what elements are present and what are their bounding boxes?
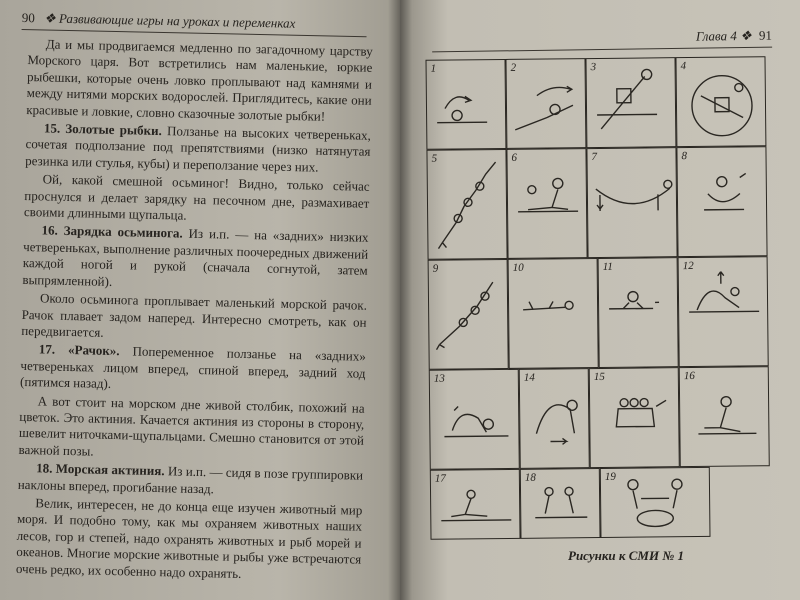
crawling-figure-icon xyxy=(430,370,521,471)
right-page-number: 91 xyxy=(758,27,773,43)
book-gutter xyxy=(388,0,412,600)
left-running-head xyxy=(22,10,367,37)
pair-figure-icon xyxy=(521,469,602,540)
figure-grid xyxy=(425,56,770,540)
paragraph: А вот стоит на морском дне живой столбик, похожий на цветок. Это актиния. Качается актиния из стороны в сторону, шевелит ниточками-щупальцами. Смешно становится от этой важной позы. xyxy=(18,392,365,459)
figure-caption: Рисунки к СМИ № 1 xyxy=(568,548,684,563)
circle-figure-icon xyxy=(676,57,767,148)
obstacle-figure-icon xyxy=(586,58,677,149)
figure-cell: 16 xyxy=(679,366,770,467)
paragraph: Да и мы продвигаемся медленно по загадочному царству Морского царя. Вот встретились нам маленькие, юркие рыбешки, которые очень ловко проплывают над камнями и между нитями морских водорослей. Приглядитесь, какие они красивые и ловкие, словно сказочные золотые рыбки! xyxy=(26,36,373,124)
paragraph: 17. «Рачок». Попеременное ползанье на «задних» четвереньках лицом вперед, спиной вперед, задний ход (пятимся назад). xyxy=(19,341,366,392)
exercise-title: 17. «Рачок». xyxy=(38,341,120,359)
ornament-icon: ❖ xyxy=(43,10,56,26)
lying-figure-icon xyxy=(599,258,680,369)
figure-cell: 18 xyxy=(520,468,601,539)
crawling-figure-icon xyxy=(507,59,588,150)
figure-cell: 5 xyxy=(426,149,507,260)
exercise-title: 15. Золотые рыбки. xyxy=(43,120,163,139)
bridge-figure-icon xyxy=(587,148,678,259)
paragraph: 16. Зарядка осьминога. Из и.п. — на «задних» низких четвереньках, выполнение различных поочередных движений каждой ногой и рукой (сначала согнутой, затем выпрямленной). xyxy=(22,222,369,289)
figure-cell: 3 xyxy=(585,57,676,148)
seated-figure-icon xyxy=(680,367,771,468)
exercise-title: 16. Зарядка осьминога. xyxy=(41,222,183,242)
figure-cell: 12 xyxy=(678,256,769,367)
crawling-figure-icon xyxy=(427,60,508,151)
seated-figure-icon xyxy=(431,470,522,541)
snake-figure-icon xyxy=(427,150,508,261)
figure-cell: 7 xyxy=(586,147,677,258)
figure-cell: 19 xyxy=(600,467,711,538)
figure-cell: 1 xyxy=(425,59,506,150)
figure-cell: 4 xyxy=(675,56,766,147)
figure-cell: 15 xyxy=(589,367,680,468)
seated-figure-icon xyxy=(677,147,768,258)
figure-cell: 11 xyxy=(598,257,679,368)
kneeling-figure-icon xyxy=(507,149,588,260)
paragraph: 18. Морская актиния. Из и.п. — сидя в позе группировки наклоны вперед, прогибание назад. xyxy=(17,460,364,496)
paragraph: Ой, какой смешной осьминог! Видно, только сейчас проснулся и делает зарядку на песочном дне, размахивает своими длинными щупальца. xyxy=(23,171,370,223)
figure-cell: 10 xyxy=(508,258,599,369)
ornament-icon: ❖ xyxy=(739,27,752,44)
paragraph: 15. Золотые рыбки. Ползанье на высоких четвереньках, сочетая подползание под препятствиями (низко натянутая резинка или стулья, кубы) и переползание через них. xyxy=(25,120,372,175)
figure-cell: 6 xyxy=(506,148,587,259)
figure-cell: 17 xyxy=(430,469,521,540)
arch-figure-icon xyxy=(520,369,591,470)
chapter-label: Глава 4 xyxy=(695,28,737,44)
figure-cell: 8 xyxy=(676,146,767,257)
figure-cell: 14 xyxy=(519,368,590,469)
paragraph: Велик, интересен, не до конца еще изучен животный мир моря. И подобно тому, как мы охраняем животных наших лесов, гор и степей, надо охранять животных и рыб морей и океанов. Многие морские животные и рыбы уже встречаются очень редко, их особенно надо охранять. xyxy=(15,495,363,581)
figure-cell: 2 xyxy=(505,58,586,149)
arch-figure-icon xyxy=(679,257,770,368)
paragraph: Около осьминога проплывает маленький морской рачок. Рачок плавает задом наперед. Интересно смотреть, как он передвигается. xyxy=(21,290,368,340)
group-figure-icon xyxy=(590,368,681,469)
left-page-text xyxy=(16,36,373,587)
left-page-number: 90 xyxy=(21,10,35,26)
figure-cell: 9 xyxy=(428,259,509,370)
snake-figure-icon xyxy=(429,260,510,371)
lying-figure-icon xyxy=(509,259,600,370)
pair-figure-icon xyxy=(601,468,712,539)
exercise-title: 18. Морская актиния. xyxy=(36,460,165,479)
left-running-head-title: Развивающие игры на уроках и переменках xyxy=(58,10,296,31)
figure-cell: 13 xyxy=(429,369,520,470)
